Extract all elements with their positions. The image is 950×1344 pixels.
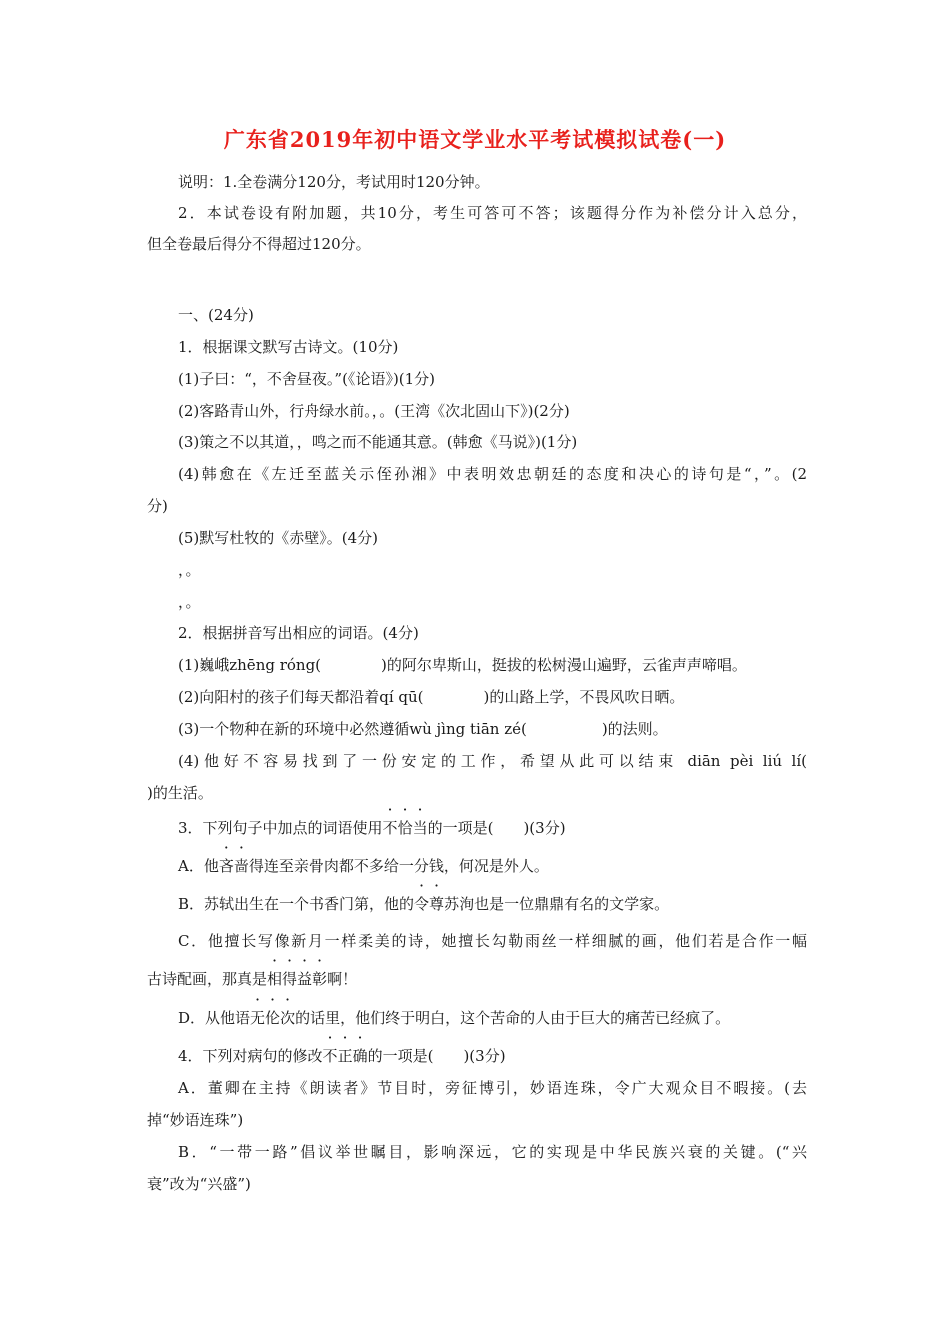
q3-option-c: C．他擅长写像新月一样柔美的诗，她擅长勾勒雨丝一样细腻的画，他们若是合作一幅 (178, 932, 807, 950)
q3-option-b (178, 894, 838, 914)
emphasis-char: 尊 (429, 895, 445, 913)
option-text: 啊！ (327, 970, 358, 988)
q3-stem (178, 818, 838, 838)
emphasis-char: 益 (297, 970, 313, 988)
q1-answer-line-1: ，。 (178, 561, 201, 579)
emphasis-char: 恰 (397, 819, 413, 837)
q1-stem: 1．根据课文默写古诗文。(10分) (178, 338, 399, 356)
emphasis-char: 伦 (265, 1009, 281, 1027)
q4-stem-post: 的一项是( )(3分) (367, 1047, 506, 1065)
q2-stem: 2．根据拼音写出相应的词语。(4分) (178, 624, 419, 642)
q4-stem-pre: 4．下列对病句的修改 (178, 1047, 323, 1065)
emphasis-char: 令 (414, 895, 430, 913)
q2-part-4: (4)他好不容易找到了一份安定的工作，希望从此可以结束 diān pèi liú lí( (178, 752, 807, 770)
q4-option-b-cont: 衰”改为“兴盛”) (147, 1175, 251, 1193)
q4-option-a: A．董卿在主持《朗读者》节目时，旁征博引，妙语连珠，令广大观众目不暇接。(去 (178, 1079, 807, 1097)
q1-part-2: (2)客路青山外，行舟绿水前。，。(王湾《次北固山下》)(2分) (178, 402, 570, 420)
q2-part-4-cont: )的生活。 (147, 784, 213, 802)
option-text: D．从他语 (178, 1009, 251, 1027)
option-text: 古诗配画，那真是 (147, 970, 268, 988)
q2-part-3: (3)一个物种在新的环境中必然遵循wù jìng tiān zé( )的法则。 (178, 720, 668, 738)
q3-option-a (178, 856, 838, 876)
emphasis-char: 得 (282, 970, 298, 988)
emphasis-char: 不 (382, 819, 398, 837)
emphasis-char: 次 (280, 1009, 296, 1027)
option-text: B．苏轼出生在一个书香门第，他的 (178, 895, 415, 913)
q3-option-d (178, 1008, 838, 1028)
emphasis-char: 确 (352, 1047, 368, 1065)
section-header: 一、(24分) (178, 306, 254, 324)
q2-part-2: (2)向阳村的孩子们每天都沿着qí qū( )的山路上学，不畏风吹日晒。 (178, 688, 685, 706)
q1-answer-line-2: ，。 (178, 593, 201, 611)
q1-part-1: (1)子曰：“，不舍昼夜。”(《论语》)(1分) (178, 370, 436, 388)
q4-option-b: B．“一带一路”倡议举世瞩目，影响深远，它的实现是中华民族兴衰的关键。(“兴 (178, 1143, 807, 1161)
option-text: 的话里，他们终于明白，这个苦命的人由于巨大的痛苦已经疯了。 (295, 1009, 731, 1027)
option-text: 苏洵也是一位鼎鼎有名的文学家。 (444, 895, 670, 913)
emphasis-char: 不 (322, 1047, 338, 1065)
note-line-3: 但全卷最后得分不得超过120分。 (147, 235, 371, 253)
q1-part-3: (3)策之不以其道，，鸣之而不能通其意。(韩愈《马说》)(1分) (178, 433, 578, 451)
emphasis-char: 无 (250, 1009, 266, 1027)
option-text: 得连至亲骨肉都不多给一分钱，何况是外人。 (248, 857, 549, 875)
emphasis-char: 彰 (312, 970, 328, 988)
q2-part-1: (1)巍峨zhēng róng( )的阿尔卑斯山，挺拔的松树漫山遍野，云雀声声啼唱。 (178, 656, 747, 674)
q3-option-c-cont (147, 969, 807, 989)
q1-part-5: (5)默写杜牧的《赤壁》。(4分) (178, 529, 378, 547)
q1-part-4: (4)韩愈在《左迁至蓝关示侄孙湘》中表明效忠朝廷的态度和决心的诗句是“，”。(2 (178, 465, 807, 483)
emphasis-char: 相 (267, 970, 283, 988)
note-line-1: 说明：1.全卷满分120分，考试用时120分钟。 (178, 173, 490, 191)
q4-stem (178, 1046, 838, 1066)
option-text: A．他 (178, 857, 219, 875)
exam-title: 广东省2019年初中语文学业水平考试模拟试卷(一) (223, 127, 727, 152)
q1-part-4-cont: 分) (147, 497, 168, 515)
q3-stem-post: 的一项是( )(3分) (427, 819, 566, 837)
emphasis-char: 啬 (233, 857, 249, 875)
q3-stem-pre: 3．下列句子中加点的词语使用 (178, 819, 383, 837)
emphasis-char: 当 (412, 819, 428, 837)
emphasis-char: 吝 (218, 857, 234, 875)
q4-option-a-cont: 掉“妙语连珠”) (147, 1111, 244, 1129)
emphasis-char: 正 (337, 1047, 353, 1065)
note-line-2: 2．本试卷设有附加题，共10分，考生可答可不答；该题得分作为补偿分计入总分， (178, 204, 807, 222)
